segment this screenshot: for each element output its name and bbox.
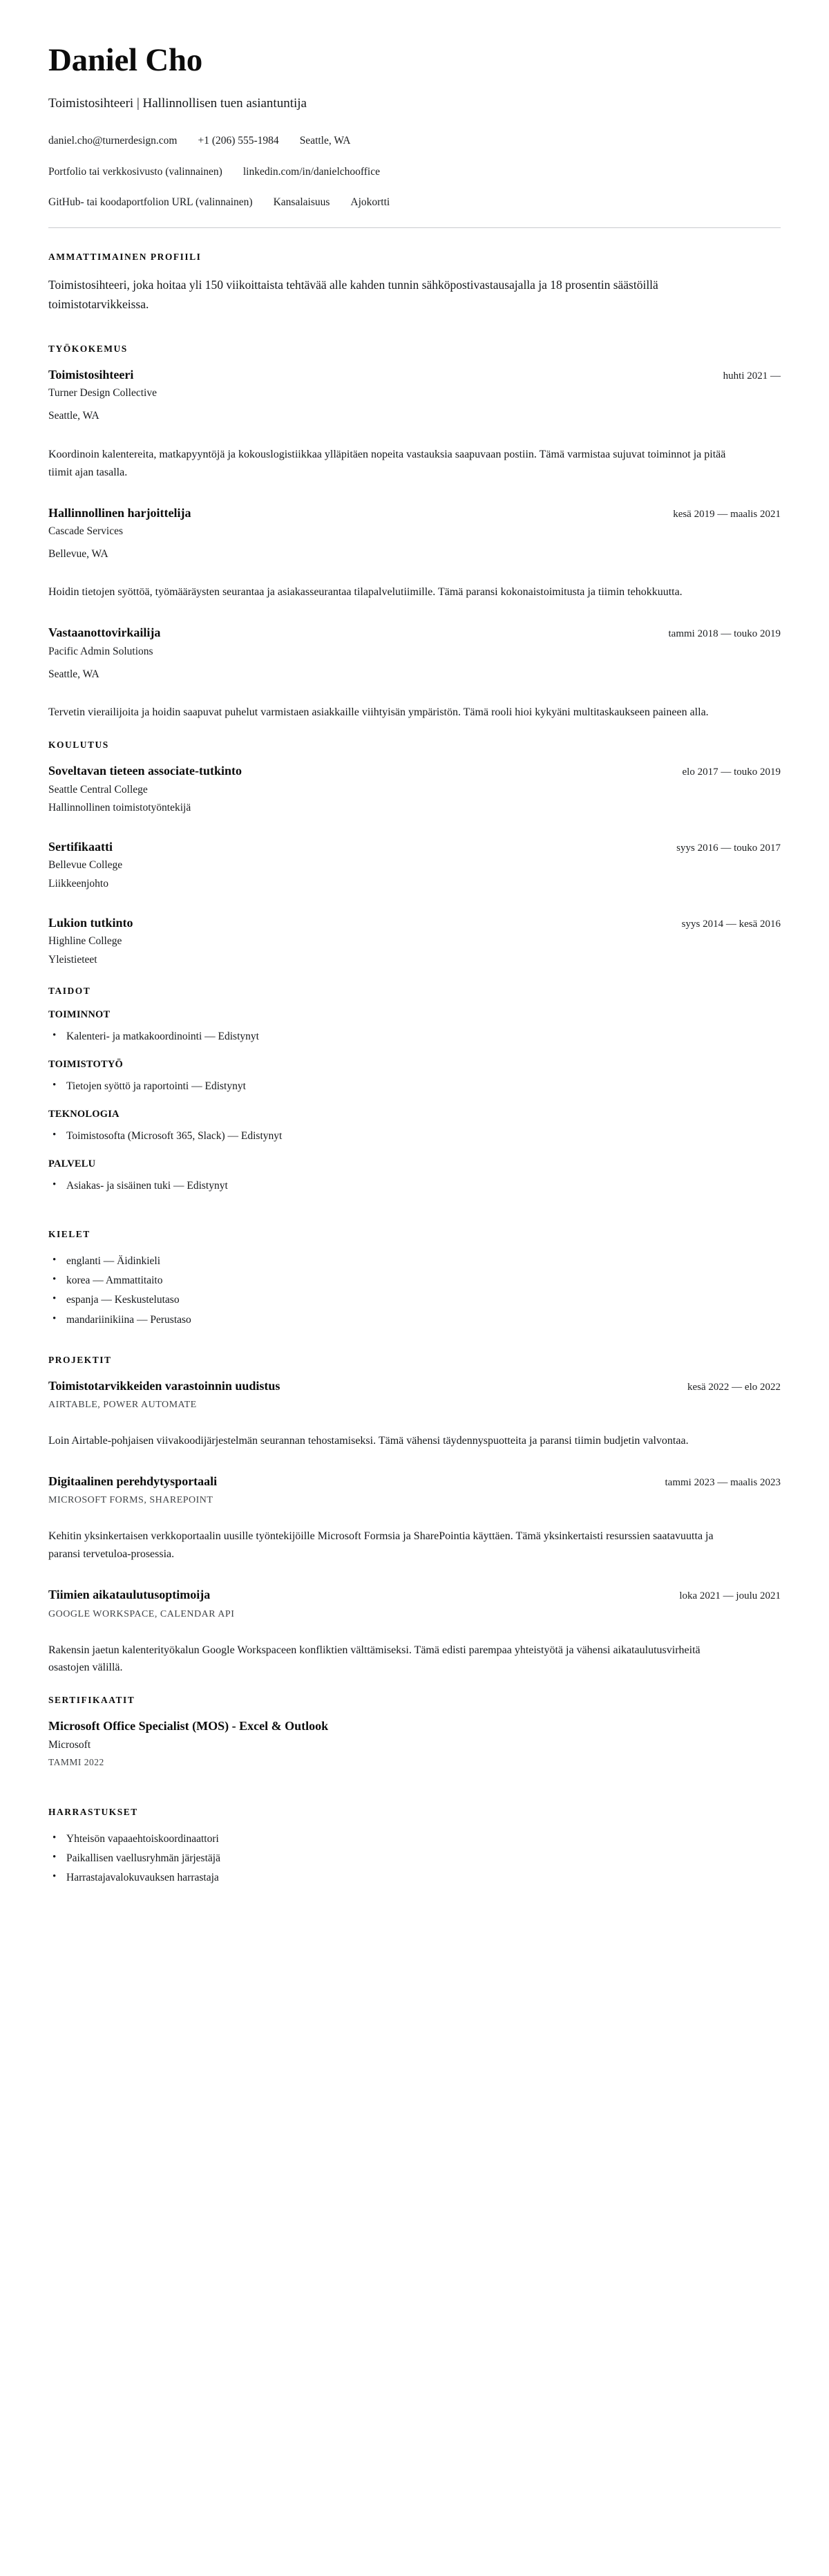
skill-items (48, 1177, 781, 1194)
skill-items (48, 1127, 781, 1145)
project-name: Digitaalinen perehdytysportaali (48, 1474, 218, 1488)
skill-item: • Tietojen syöttö ja raportointi — Edistynyt (48, 1078, 781, 1095)
page-title: Daniel Cho (48, 42, 202, 78)
section-heading-projects: PROJEKTIT (48, 1354, 112, 1365)
section-heading-skills: TAIDOT (48, 985, 91, 996)
entry-header (48, 505, 781, 521)
contact-row (48, 164, 781, 180)
school-name: Highline College (48, 935, 122, 948)
header-divider (48, 227, 781, 228)
section-heading-certifications: SERTIFIKAATIT (48, 1695, 135, 1706)
job-description: Tervetin vierailijoita ja hoidin saapuvat puhelut varmistaen asiakkaille viihtyisän ympäristön. Tämä rooli hioi kykyäni multitaskaukseen paineen alla. (48, 706, 709, 719)
job-date-range: tammi 2018 — touko 2019 (668, 628, 781, 640)
entry-header (48, 839, 781, 855)
field-of-study: Yleistieteet (48, 953, 97, 966)
experience-entry (48, 505, 781, 602)
skill-items (48, 1078, 781, 1095)
field-of-study: Liikkeenjohto (48, 877, 108, 890)
experience-entry (48, 625, 781, 722)
entry-header (48, 1474, 781, 1489)
hobby-item: • Harrastajavalokuvauksen harrastaja (48, 1869, 781, 1886)
certification-date: TAMMI 2022 (48, 1757, 104, 1768)
contact-item[interactable]: Ajokortti (350, 196, 390, 208)
entry-header (48, 1378, 781, 1394)
skill-group (48, 1009, 781, 1045)
skill-group-title: TEKNOLOGIA (48, 1109, 120, 1120)
contact-item[interactable]: Seattle, WA (299, 135, 351, 147)
section-hobbies (48, 1807, 781, 1886)
contact-item[interactable]: Portfolio tai verkkosivusto (valinnainen) (48, 165, 222, 178)
project-description: Loin Airtable-pohjaisen viivakoodijärjestelmän seurannan tehostamiseksi. Tämä vähensi täydennyspuotteita ja paransi tiimin budjetin valvontaa. (48, 1435, 689, 1447)
section-professional-profile (48, 252, 781, 314)
language-item: • englanti — Äidinkieli (48, 1252, 781, 1270)
project-tech-stack: GOOGLE WORKSPACE, CALENDAR API (48, 1608, 235, 1619)
section-skills (48, 986, 781, 1194)
project-date-range: tammi 2023 — maalis 2023 (665, 1476, 781, 1488)
contact-row (48, 133, 781, 149)
professional-headline: Toimistosihteeri | Hallinnollisen tuen asiantuntija (48, 95, 307, 111)
job-title: Toimistosihteeri (48, 367, 134, 382)
project-tech-stack: AIRTABLE, POWER AUTOMATE (48, 1400, 197, 1411)
education-date-range: elo 2017 — touko 2019 (682, 767, 781, 778)
experience-entry (48, 367, 781, 482)
section-certifications (48, 1695, 781, 1768)
field-of-study: Hallinnollinen toimistotyöntekijä (48, 801, 191, 814)
entry-header (48, 1587, 781, 1603)
job-location: Seattle, WA (48, 410, 99, 422)
skill-item: • Asiakas- ja sisäinen tuki — Edistynyt (48, 1177, 781, 1194)
education-date-range: syys 2016 — touko 2017 (676, 843, 781, 854)
section-projects (48, 1355, 781, 1677)
certification-issuer: Microsoft (48, 1738, 91, 1751)
section-work-experience (48, 344, 781, 722)
company-name: Pacific Admin Solutions (48, 645, 153, 657)
job-date-range: huhti 2021 — (723, 370, 781, 382)
project-entry (48, 1474, 781, 1563)
contact-row (48, 194, 781, 210)
skill-item: • Toimistosofta (Microsoft 365, Slack) — Edistynyt (48, 1127, 781, 1145)
skill-group (48, 1109, 781, 1145)
school-name: Bellevue College (48, 859, 123, 872)
education-entry (48, 839, 781, 892)
contact-item[interactable]: daniel.cho@turnerdesign.com (48, 135, 178, 147)
project-description: Kehitin yksinkertaisen verkkoportaalin uusille työntekijöille Microsoft Formsia ja SharePointia käyttäen. Tämä yksinkertaisti resurssien saatavuutta ja paransi tervetuloa-prosessia. (48, 1530, 714, 1561)
school-name: Seattle Central College (48, 783, 148, 796)
language-item: • mandariinikiina — Perustaso (48, 1311, 781, 1328)
contact-block (48, 133, 781, 210)
job-description: Hoidin tietojen syöttöä, työmääräysten seurantaa ja asiakasseurantaa tilapalvelutiimille. Tämä paransi kokonaistoimitusta ja tiimin tehokkuutta. (48, 586, 683, 599)
skill-items (48, 1028, 781, 1045)
section-heading-experience: TYÖKOKEMUS (48, 343, 128, 354)
skill-item: • Kalenteri- ja matkakoordinointi — Edistynyt (48, 1028, 781, 1045)
languages-list (48, 1252, 781, 1328)
education-entry (48, 915, 781, 968)
project-tech-stack: MICROSOFT FORMS, SHAREPOINT (48, 1495, 213, 1506)
projects-list (48, 1378, 781, 1677)
company-name: Cascade Services (48, 525, 124, 537)
hobby-item: • Paikallisen vaellusryhmän järjestäjä (48, 1850, 781, 1867)
language-item: • korea — Ammattitaito (48, 1272, 781, 1289)
education-list (48, 763, 781, 968)
experience-list (48, 367, 781, 722)
job-title: Hallinnollinen harjoittelija (48, 505, 191, 520)
job-description: Koordinoin kalentereita, matkapyyntöjä ja kokouslogistiikkaa ylläpitäen nopeita vastauksia saapuvaan postiin. Tämä varmistaa sujuvat toiminnot ja pitää tiimit ajan tasalla. (48, 448, 726, 478)
entry-header (48, 763, 781, 779)
education-date-range: syys 2014 — kesä 2016 (681, 918, 781, 930)
job-location: Seattle, WA (48, 668, 99, 680)
job-location: Bellevue, WA (48, 548, 108, 561)
contact-item[interactable]: +1 (206) 555-1984 (198, 135, 279, 147)
section-heading-education: KOULUTUS (48, 740, 109, 751)
contact-item[interactable]: linkedin.com/in/danielchooffice (242, 165, 380, 178)
project-entry (48, 1378, 781, 1450)
project-date-range: kesä 2022 — elo 2022 (687, 1381, 781, 1393)
project-entry (48, 1587, 781, 1677)
section-education (48, 740, 781, 968)
company-name: Turner Design Collective (48, 387, 157, 399)
skill-group-title: TOIMINNOT (48, 1008, 111, 1020)
section-languages (48, 1229, 781, 1328)
skill-group (48, 1059, 781, 1095)
hobby-item: • Yhteisön vapaaehtoiskoordinaattori (48, 1830, 781, 1848)
entry-header (48, 367, 781, 383)
certifications-list (48, 1718, 781, 1768)
entry-header (48, 625, 781, 641)
project-name: Tiimien aikataulutusoptimoija (48, 1588, 211, 1602)
degree-name: Lukion tutkinto (48, 915, 133, 930)
project-description: Rakensin jaetun kalenterityökalun Google Workspaceen konfliktien välttämiseksi. Tämä edisti parempaa yhteistyötä ja vähensi aikataulutusvirheitä osastojen välillä. (48, 1644, 701, 1674)
profile-summary-text: Toimistosihteeri, joka hoitaa yli 150 viikoittaista tehtävää alle kahden tunnin sähköpostivastausajalla ja 18 prosentin säästöillä toimistotarvikkeissa. (48, 278, 658, 312)
project-name: Toimistotarvikkeiden varastoinnin uudistus (48, 1378, 280, 1393)
section-heading-hobbies: HARRASTUKSET (48, 1807, 138, 1818)
entry-header (48, 915, 781, 931)
skill-group-title: TOIMISTOTYÖ (48, 1058, 124, 1070)
contact-item[interactable]: Kansalaisuus (273, 196, 330, 208)
degree-name: Soveltavan tieteen associate-tutkinto (48, 764, 242, 778)
skill-group-title: PALVELU (48, 1158, 96, 1170)
job-date-range: kesä 2019 — maalis 2021 (673, 508, 781, 520)
degree-name: Sertifikaatti (48, 840, 113, 854)
language-item: • espanja — Keskustelutaso (48, 1291, 781, 1308)
section-heading-profile: AMMATTIMAINEN PROFIILI (48, 252, 202, 263)
skills-list (48, 1009, 781, 1194)
project-date-range: loka 2021 — joulu 2021 (679, 1590, 781, 1602)
contact-item[interactable]: GitHub- tai koodaportfolion URL (valinnainen) (48, 196, 253, 208)
certification-name: Microsoft Office Specialist (MOS) - Excel & Outlook (48, 1719, 329, 1733)
education-entry (48, 763, 781, 816)
section-heading-languages: KIELET (48, 1229, 90, 1240)
skill-group (48, 1158, 781, 1194)
certification-entry (48, 1718, 781, 1768)
resume-header (48, 43, 781, 210)
job-title: Vastaanottovirkailija (48, 626, 161, 640)
hobbies-list (48, 1830, 781, 1886)
